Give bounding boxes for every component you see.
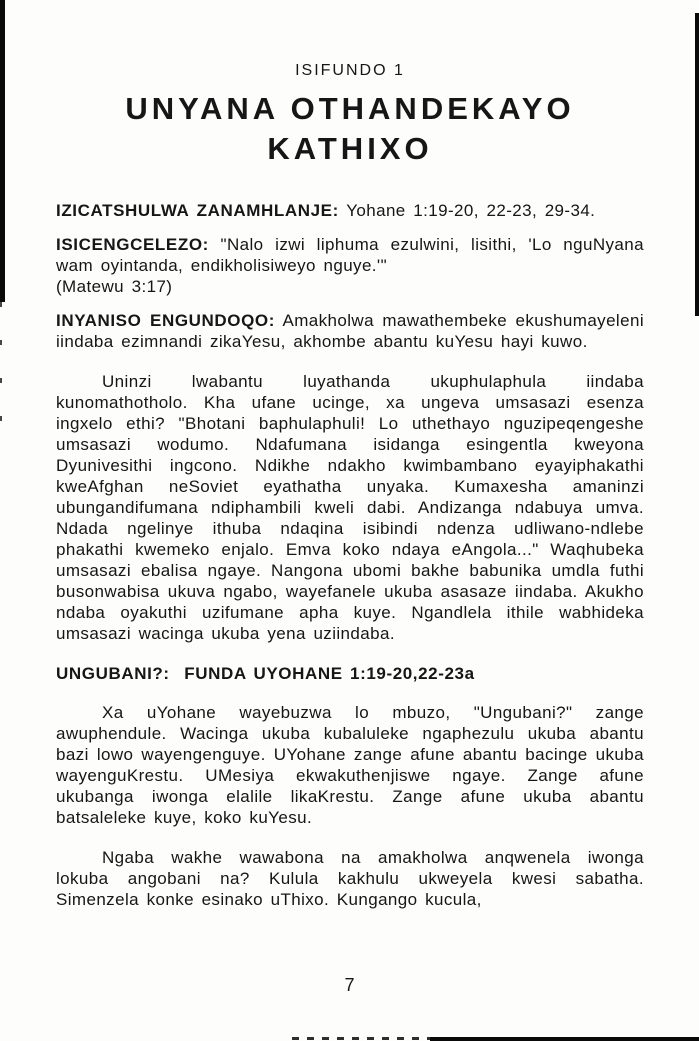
- body-paragraph-2: Xa uYohane wayebuzwa lo mbuzo, "Ungubani?" zange awuphendule. Wacinga ukuba kubaluleke ngaphezulu ukuba abantu bazi lowo wayengenguye. UYohane zange afune abantu bacinge ukuba wayenguKrestu. UMesiya ekwakuthenjiswe ngaye. Zange afune ukubanga iwonga elalile likaKrestu. Zange afune ukuba abantu batsaleleke kuye, koko kuYesu.: [56, 703, 644, 827]
- scan-artifact-bottom-bar: [430, 1037, 699, 1041]
- memory-verse-reference: (Matewu 3:17): [56, 277, 173, 296]
- lesson-title-line1: UNYANA OTHANDEKAYO: [125, 91, 575, 126]
- memory-verse-text: "Nalo izwi liphuma ezulwini, lisithi, 'Lo nguNyana wam oyintanda, endikholisiweyo nguye.'": [56, 235, 644, 275]
- central-truth-block: [56, 310, 644, 352]
- scripture-reading-text: Yohane 1:19-20, 22-23, 29-34.: [346, 201, 596, 220]
- memory-verse-label: ISICENGCELEZO:: [56, 235, 209, 254]
- scan-artifact-left-dashes: [0, 302, 2, 432]
- lesson-title-block: [56, 62, 644, 169]
- page-number: 7: [344, 975, 355, 995]
- scan-artifact-right-bar: [695, 13, 699, 316]
- body-paragraph-3: Ngaba wakhe wawabona na amakholwa anqwenela iwonga lokuba angobani na? Kulula kakhulu ukweyela kwesi sabatha. Simenzela konke esinako uThixo. Kungango kucula,: [56, 848, 644, 909]
- central-truth-text: Amakholwa mawathembeke ekushumayeleni iindaba ezimnandi zikaYesu, akhombe abantu kuYesu hayi kuwo.: [56, 311, 644, 351]
- scan-artifact-bottom-dashes: [292, 1037, 430, 1040]
- central-truth-label: INYANISO ENGUNDOQO:: [56, 311, 276, 330]
- section-heading-ungubani: UNGUBANI?: FUNDA UYOHANE 1:19-20,22-23a: [56, 664, 475, 683]
- scripture-reading-label: IZICATSHULWA ZANAMHLANJE:: [56, 201, 339, 220]
- scan-artifact-left-bar: [0, 0, 5, 302]
- scripture-reading-block: [56, 200, 644, 221]
- lesson-title-line2: KATHIXO: [267, 131, 433, 166]
- body-paragraph-1: Uninzi lwabantu luyathanda ukuphulaphula iindaba kunomathotholo. Kha ufane ucinge, xa ungeva umsasazi esenza ingxelo ethi? "Bhotani baphulaphuli! Lo uthethayo nguzipeqengeshe umsasazi wodumo. Ndafumana isidanga esingentla kweyona Dyunivesithi ingcono. Ndikhe ndakho kwimbambano eyayiphakathi kweAfghan neSoviet eyathatha unyaka. Kumaxesha amaninzi ubungandifumana ndiphambili kweli dabi. Andizanga ndabuya umva. Ndada ngelinye ithuba ndaqina isibindi ndenza udliwano-ndlebe phakathi kwemeko enjalo. Emva koko ndaya eAngola..." Waqhubeka umsasazi ebalisa ngaye. Nangona ubomi bakhe babunika umdla futhi busonwabisa ukuva ngabo, wayefanele ukuba asasaze iindaba. Akukho ndaba oyakuthi uzifumane apha kuye. Ngandlela ithile wabhideka umsasazi wacinga ukuba yena uziindaba.: [56, 372, 644, 643]
- memory-verse-block: [56, 234, 644, 297]
- lesson-kicker: ISIFUNDO 1: [295, 62, 405, 79]
